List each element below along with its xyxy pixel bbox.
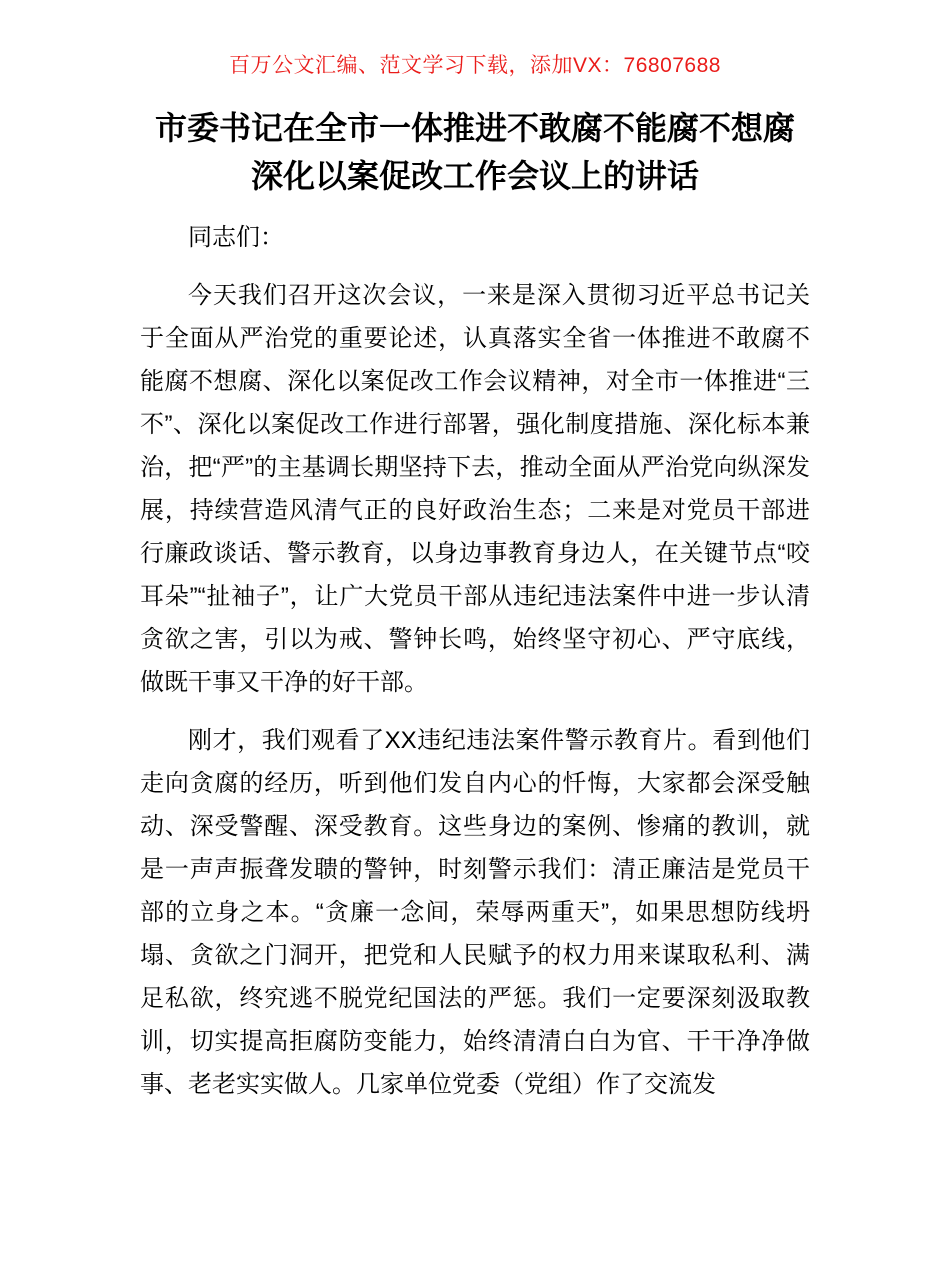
paragraph-body-1: 今天我们召开这次会议，一来是深入贯彻习近平总书记关于全面从严治党的重要论述，认真落实全省一体推进不敢腐不能腐不想腐、深化以案促改工作会议精神，对全市一体推进“三不”、深化以案促改工作进行部署，强化制度措施、深化标本兼治，把“严”的主基调长期坚持下去，推动全面从严治党向纵深发展，持续营造风清气正的良好政治生态；二来是对党员干部进行廉政谈话、警示教育，以身边事教育身边人，在关键节点“咬耳朵”“扯袖子”，让广大党员干部从违纪违法案件中进一步认清贪欲之害，引以为戒、警钟长鸣，始终坚守初心、严守底线，做既干事又干净的好干部。 — [140, 282, 810, 696]
watermark-banner: 百万公文汇编、范文学习下载，添加VX：76807688 — [229, 54, 721, 77]
paragraph-salutation: 同志们： — [188, 224, 284, 251]
document-body — [140, 216, 810, 1106]
page-title-line-1: 市委书记在全市一体推进不敢腐不能腐不想腐 — [154, 110, 795, 146]
document-page — [0, 52, 950, 1282]
page-title — [115, 104, 835, 200]
page-title-line-2: 深化以案促改工作会议上的讲话 — [250, 158, 699, 194]
paragraph-body-2: 刚才，我们观看了XX违纪违法案件警示教育片。看到他们走向贪腐的经历，听到他们发自内心的忏悔，大家都会深受触动、深受警醒、深受教育。这些身边的案例、惨痛的教训，就是一声声振聋发聩的警钟，时刻警示我们：清正廉洁是党员干部的立身之本。“贪廉一念间，荣辱两重天”，如果思想防线坍塌、贪欲之门洞开，把党和人民赋予的权力用来谋取私利、满足私欲，终究逃不脱党纪国法的严惩。我们一定要深刻汲取教训，切实提高拒腐防变能力，始终清清白白为官、干干净净做事、老老实实做人。几家单位党委（党组）作了交流发 — [140, 727, 810, 1098]
